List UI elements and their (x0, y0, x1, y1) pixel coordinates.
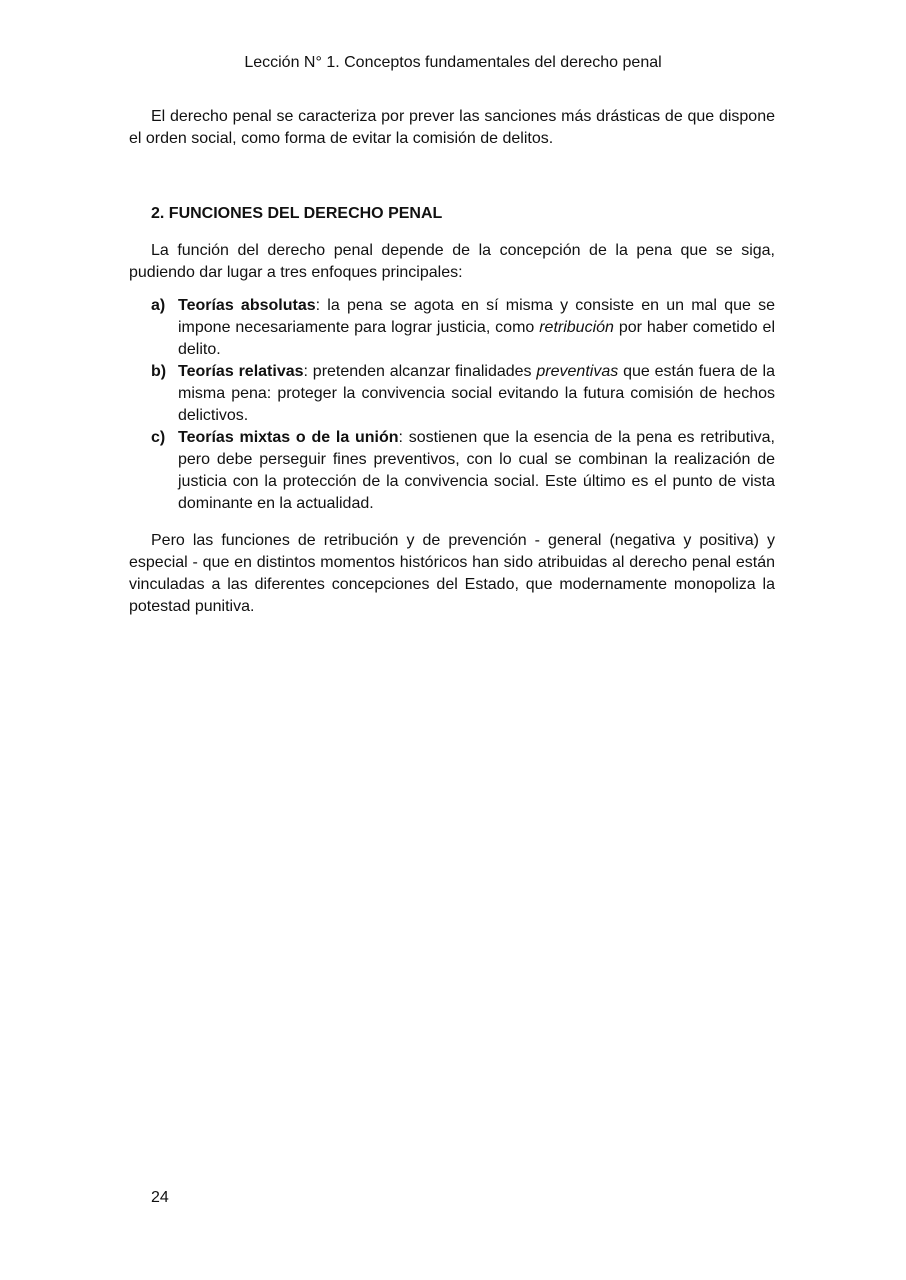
list-marker: c) (151, 429, 166, 446)
theory-text: : sostienen que la esencia de la pena es retributiva, pero debe perseguir fines preventivos, con lo cual se combinan la realización de justicia con la protección de la convivencia social. Este último es el punto de vista dominante en la actualidad. (178, 429, 775, 512)
theory-item-absolutas (129, 295, 775, 361)
page-body (129, 106, 775, 618)
theory-item-mixtas (129, 427, 775, 515)
theory-text: : la pena se agota en sí misma y consiste en un mal que se impone necesariamente para lograr justicia, como (178, 297, 775, 336)
theories-list (129, 295, 775, 515)
theory-emphasis: preventivas (536, 363, 619, 380)
theory-emphasis: retribución (539, 319, 614, 336)
theory-name: Teorías relativas (178, 363, 304, 380)
section-lead-paragraph: La función del derecho penal depende de la concepción de la pena que se siga, pudiendo dar lugar a tres enfoques principales: (129, 242, 775, 281)
theory-text-end: que están fuera de la misma pena: proteger la convivencia social evitando la futura comisión de hechos delictivos. (178, 363, 776, 424)
theory-item-relativas (129, 361, 775, 427)
closing-paragraph: Pero las funciones de retribución y de prevención - general (negativa y positiva) y especial - que en distintos momentos históricos han sido atribuidas al derecho penal están vinculadas a las diferentes concepciones del Estado, que modernamente monopoliza la potestad punitiva. (129, 532, 775, 615)
section-heading: 2. FUNCIONES DEL DERECHO PENAL (151, 205, 443, 222)
page-number: 24 (151, 1189, 169, 1206)
theory-text: : pretenden alcanzar finalidades (303, 363, 537, 380)
list-marker: a) (151, 297, 166, 314)
list-marker: b) (151, 363, 167, 380)
theory-name: Teorías absolutas (178, 297, 316, 314)
theory-text-end: por haber cometido el delito. (178, 319, 775, 358)
theory-name: Teorías mixtas o de la unión (178, 429, 399, 446)
page-header: Lección N° 1. Conceptos fundamentales del derecho penal (244, 54, 662, 71)
intro-paragraph: El derecho penal se caracteriza por prever las sanciones más drásticas de que dispone el orden social, como forma de evitar la comisión de delitos. (129, 108, 775, 147)
